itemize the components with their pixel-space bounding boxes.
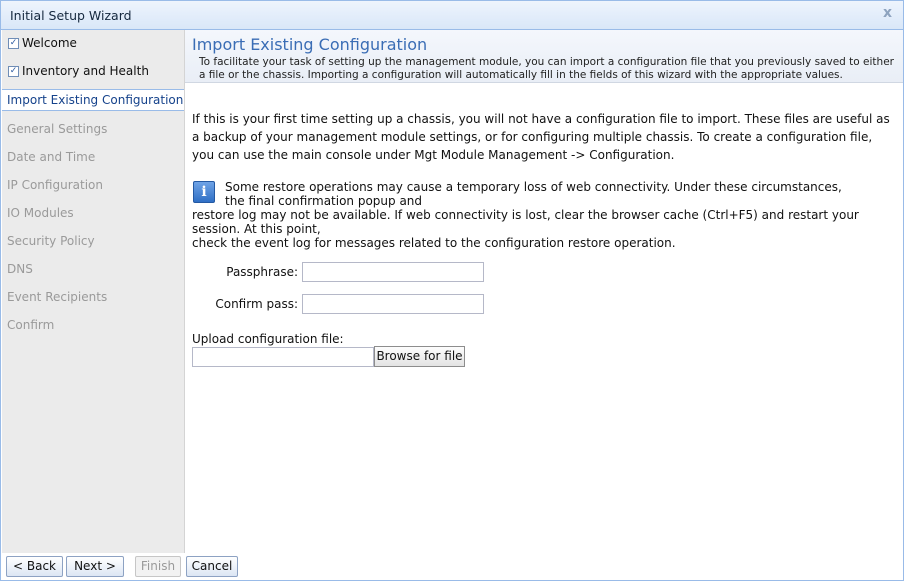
passphrase-input[interactable] (302, 262, 484, 282)
checkbox-checked-icon: ✓ (9, 38, 18, 48)
sidebar-item-label: Inventory and Health (22, 64, 149, 78)
warning-text-line3: check the event log for messages related to the configuration restore operation. (192, 236, 676, 250)
sidebar-item-import-existing-configuration[interactable] (2, 89, 184, 111)
next-button[interactable]: Next > (66, 556, 124, 577)
sidebar-item-label: Security Policy (7, 234, 95, 248)
sidebar-item-event-recipients (2, 286, 184, 308)
sidebar-item-security-policy (2, 230, 184, 252)
sidebar-item-ip-configuration (2, 174, 184, 196)
close-icon[interactable]: x (882, 5, 892, 21)
warning-text-line2: restore log may not be available. If web connectivity is lost, clear the browser cache (Ctrl+F5) and restart your session. At this point, (192, 208, 859, 236)
sidebar-item-date-and-time (2, 146, 184, 168)
checkbox-checked-icon: ✓ (9, 66, 18, 76)
sidebar-item-label: General Settings (7, 122, 108, 136)
sidebar-item-label: Event Recipients (7, 290, 108, 304)
sidebar-item-confirm (2, 314, 184, 336)
sidebar-item-label: Import Existing Configuration (7, 93, 184, 107)
sidebar-item-general-settings (2, 118, 184, 140)
warning-text-continued (192, 208, 897, 250)
step-header (185, 30, 903, 83)
sidebar-item-label: Confirm (7, 318, 55, 332)
page-title: Import Existing Configuration (192, 35, 428, 54)
title-bar (1, 1, 903, 30)
intro-text: If this is your first time setting up a chassis, you will not have a configuration file to import. These files are useful as a backup of your management module settings, or for configuring multiple chassis. To create a configuration file, you can use the main console under Mgt Module Management -> Configuration. (192, 112, 890, 162)
sidebar-item-label: IP Configuration (7, 178, 103, 192)
sidebar-item-inventory-and-health[interactable] (2, 60, 184, 82)
browse-for-file-button[interactable]: Browse for file (374, 346, 465, 367)
warning-text-line1: Some restore operations may cause a temporary loss of web connectivity. Under these circumstances, the final confirmation popup and (225, 180, 842, 208)
sidebar-item-label: Date and Time (7, 150, 96, 164)
sidebar-item-label: Welcome (22, 36, 77, 50)
upload-file-path-input[interactable] (192, 347, 374, 367)
wizard-steps-sidebar (2, 30, 185, 553)
page-description: To facilitate your task of setting up the management module, you can import a configuration file that you previously saved to either a file or the chassis. Importing a configuration will automatically fill in the fields of this wizard with the appropriate values. (199, 56, 894, 81)
info-icon: i (193, 181, 215, 203)
finish-button: Finish (135, 556, 181, 577)
sidebar-item-dns (2, 258, 184, 280)
window-title: Initial Setup Wizard (10, 8, 132, 23)
sidebar-item-io-modules (2, 202, 184, 224)
sidebar-item-welcome[interactable] (2, 32, 184, 54)
wizard-content-panel (185, 30, 903, 553)
sidebar-item-label: IO Modules (7, 206, 74, 220)
confirm-pass-label: Confirm pass: (215, 297, 298, 311)
upload-file-label: Upload configuration file: (192, 332, 344, 346)
back-button[interactable]: < Back (6, 556, 63, 577)
passphrase-label: Passphrase: (226, 265, 298, 279)
sidebar-item-label: DNS (7, 262, 33, 276)
wizard-footer (2, 553, 904, 580)
confirm-pass-input[interactable] (302, 294, 484, 314)
cancel-button[interactable]: Cancel (186, 556, 238, 577)
